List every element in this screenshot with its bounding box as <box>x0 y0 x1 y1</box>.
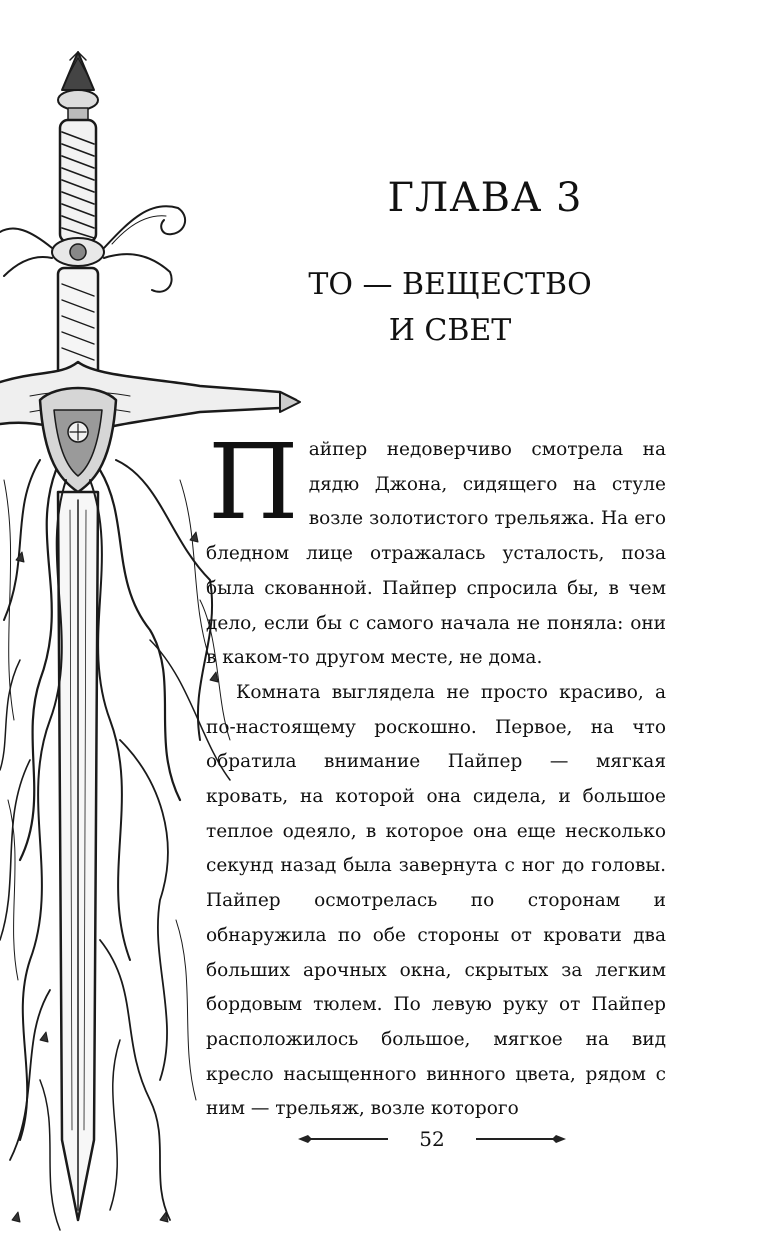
paragraph-1 <box>206 421 666 676</box>
chapter-subtitle-line1: ТО — ВЕЩЕСТВО <box>308 267 592 302</box>
footer-ornament-left-icon <box>296 1134 390 1144</box>
page-footer <box>296 1124 568 1154</box>
chapter-subtitle-line2: И СВЕТ <box>388 313 512 348</box>
footer-ornament-right-icon <box>474 1134 568 1144</box>
chapter-title: ГЛАВА 3 <box>387 175 583 221</box>
paragraph-2: Комната выглядела не просто красиво, а по-настоящему роскошно. Первое, на что обратила внимание Пайпер — мягкая кровать, на которой она сидела, и большое теплое одеяло, в которое она еще несколько секунд назад была завернута с ног до головы. Пайпер осмотрелась по сторонам и обнаружила по обе стороны от кровати два больших арочных окна, скрытых за легким бордовым тюлем. По левую руку от Пайпер расположилось большое, мягкое на вид кресло насыщенного винного цвета, рядом с ним — трельяж, возле которого <box>206 681 666 1120</box>
chapter-body-text <box>206 421 666 1127</box>
page-number: 52 <box>419 1127 445 1151</box>
chapter-subtitle <box>260 262 640 354</box>
paragraph-1-text: айпер недоверчиво смотрела на дядю Джона, сидящего на стуле возле золотистого трельяжа. На его бледном лице отражалась усталость, поза была скованной. Пайпер спросила бы, в чем дело, если бы с самого начала не поняла: они в каком-то другом месте, не дома. <box>206 439 666 669</box>
drop-cap: П <box>208 421 299 543</box>
